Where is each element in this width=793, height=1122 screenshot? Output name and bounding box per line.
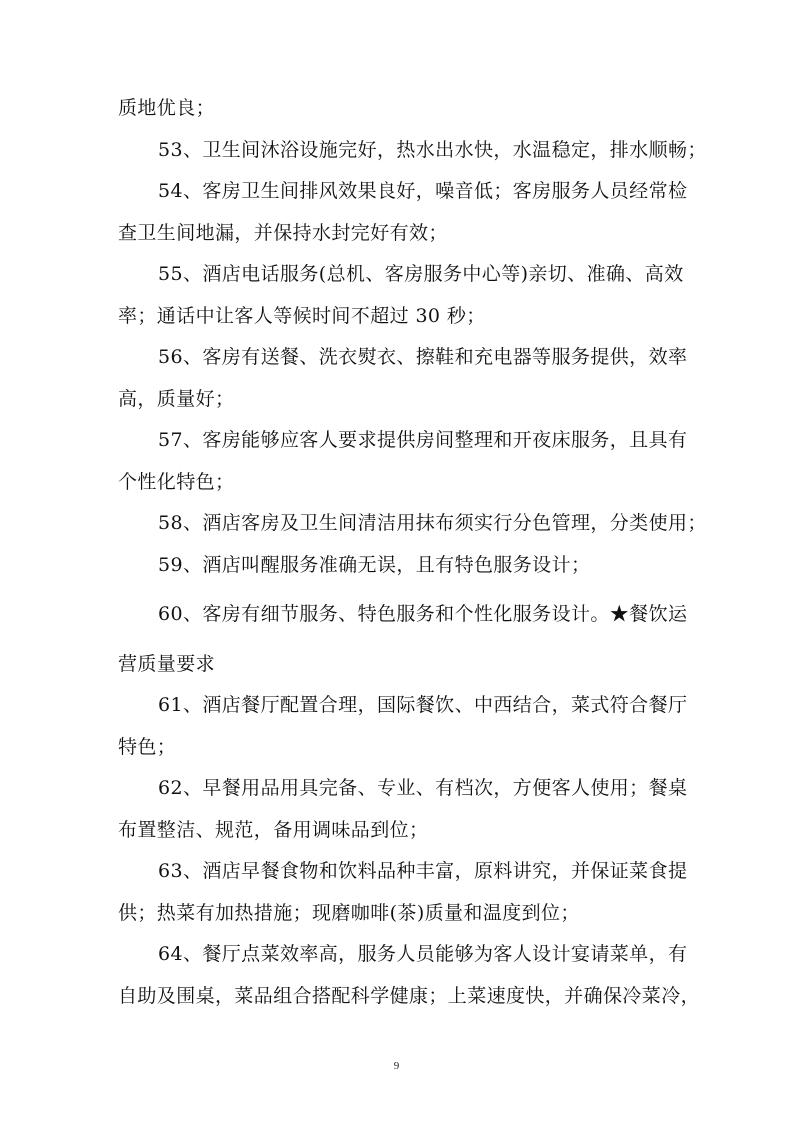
text-line: 55、酒店电话服务(总机、客房服务中心等)亲切、准确、高效 bbox=[158, 263, 684, 285]
text-line: 特色； bbox=[118, 735, 177, 758]
page-number: 9 bbox=[393, 1060, 400, 1072]
text-line: 54、客房卫生间排风效果良好，噪音低；客房服务人员经常检 bbox=[158, 180, 688, 202]
text-line: 53、卫生间沐浴设施完好，热水出水快，水温稳定，排水顺畅； bbox=[158, 138, 707, 161]
text-line: 62、早餐用品用具完备、专业、有档次，方便客人使用；餐桌 bbox=[158, 777, 688, 799]
text-line: 高，质量好； bbox=[118, 387, 235, 410]
text-line: 63、酒店早餐食物和饮料品种丰富，原料讲究，并保证菜食提 bbox=[158, 860, 688, 882]
document-body bbox=[118, 88, 707, 1017]
text-line: 57、客房能够应客人要求提供房间整理和开夜床服务，且具有 bbox=[158, 429, 688, 451]
text-line: 率；通话中让客人等候时间不超过 30 秒； bbox=[118, 304, 486, 327]
section-heading: 营质量要求 bbox=[118, 652, 216, 675]
text-line: 供；热菜有加热措施；现磨咖啡(茶)质量和温度到位； bbox=[118, 901, 580, 924]
text-line: 58、酒店客房及卫生间清洁用抹布须实行分色管理，分类使用； bbox=[158, 512, 707, 534]
text-line: 60、客房有细节服务、特色服务和个性化服务设计。★餐饮运 bbox=[158, 603, 688, 625]
text-line: 自助及围桌，菜品组合搭配科学健康；上菜速度快，并确保冷菜冷， bbox=[118, 984, 701, 1007]
text-line: 59、酒店叫醒服务准确无误，且有特色服务设计； bbox=[158, 553, 591, 576]
text-line: 查卫生间地漏，并保持水封完好有效； bbox=[118, 221, 448, 244]
text-line: 56、客房有送餐、洗衣熨衣、擦鞋和充电器等服务提供，效率 bbox=[158, 346, 688, 368]
text-line: 个性化特色； bbox=[118, 470, 235, 493]
text-line: 布置整洁、规范，备用调味品到位； bbox=[118, 818, 429, 841]
text-line: 61、酒店餐厅配置合理，国际餐饮、中西结合，菜式符合餐厅 bbox=[158, 694, 688, 716]
text-line: 质地优良； bbox=[118, 97, 216, 119]
text-line: 64、餐厅点菜效率高，服务人员能够为客人设计宴请菜单，有 bbox=[158, 943, 688, 965]
